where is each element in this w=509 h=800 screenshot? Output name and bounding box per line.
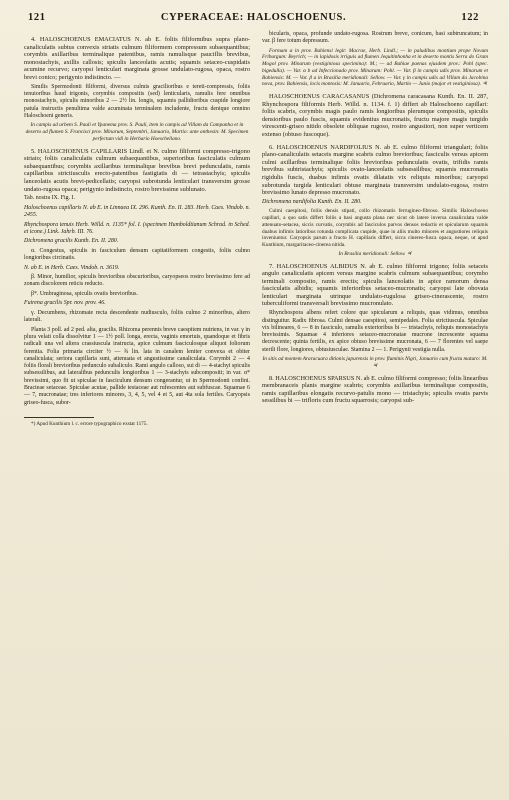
- left-page-number: 121: [28, 12, 46, 23]
- text-paragraph: Culmi caespitosi, foliis densis stipati, collo rhizomatis ferrugineo-fibroso. Similis Haloschoeno capillari, a quo satis differt foliis a basi angusta plana nec sicut ob latere inversa canaliculata valde attenuato-setacea, siccis curvatis, corymbis ad fasciculos parvos densos redactis et spicularum squamis duabus infimis latioribus rotunda complicata cuspide, quae in aliis multo minores et angustiores reliquis inveniuntur. Caryopsis parum a fructu H. capillaris differt, sicca cinereo-fusca opaca, neque, ut apud Kunthium, margaritaceo-cinerea nitida.: [262, 208, 488, 248]
- text-paragraph: Rhynchospora tenuis Herb. Willd. n. 1135* fol. I. (specimen Humboldtianum Schrad. in Sched. et icone.) Link. Jahrb. III. 76.: [24, 221, 250, 235]
- text-paragraph: Fuirena gracilis Spr. nov. prov. 46.: [24, 300, 106, 307]
- text-paragraph: Dichromena nardifolia Kunth. En. II. 280.: [262, 198, 362, 205]
- text-paragraph: Dichromena gracilis Kunth. En. II. 280.: [24, 238, 119, 245]
- text-paragraph: β. Minor, humilior, spiculis brevioribus obscurioribus, caryopseos rostro brevissimo fere ad zonam discolorem reticis reducto.: [24, 274, 250, 288]
- text-paragraph: In campis ad urbem S. Pauli et Ypanema prov. S. Pauli, item in campis ad Villam da Campanha et in deserto ad flumen S. Francisci prov. Minarum, Septembri, Januario, Martio: ante anthesin: M. Specimen perfectum vidi in Herbario Hoeschellano.: [25, 122, 249, 142]
- text-paragraph: N. ab E. in Herb. Caes. Vindob. n. 3619.: [24, 264, 120, 271]
- species-heading-paragraph: 7. HALOSCHOENUS ALBIDUS N. ab E. culmo filiformi trigono; foliis setaceis angulo canaliculatis apicem versus margine scabris culmum subaequantibus; corymbo terminali composito, ramis erectis; spiculis lanceolatis in apice ramorum densa fasciculatis albidis; squamis inferioribus setaceo-mucronatis; caryopsi late obovata lenticulari marginata utrinque undulato-rugulosa griseo-cinerascente, rostro tuberculiformi transversali brevissimo mucronulato.: [262, 262, 488, 308]
- species-heading-paragraph: 6. HALOSCHOENUS NARDIFOLIUS N. ab E. culmo filiformi triangulari; foliis plano-canaliculatis setaceis margine scabris culmo brevioribus; fasciculis versus apicem culmi axillaribus terminalique foliis brevioribus pedunculatis ovatis, trifidis ramis brevibus subtristachyis; spiculis ovato-lanceolatis subsessilibus; squamis mucronatis rigidulis fuscis, duabus infimis ovatis dilatatis vix reliquis minoribus; caryopsi subrotunda turgida lenticulari obtuse marginata transversim undulato-rugosa, rostro brevissimo lunato depresso mucronato.: [262, 143, 488, 197]
- footnote-rule: [24, 417, 94, 418]
- species-heading-paragraph: 4. HALOSCHOENUS EMACIATUS N. ab E. foliis filiformibus supra plano-canaliculatis subtus convexis striatis culmum filiformem compressum subaequantibus; corymbis axillaribus terminalique patentibus, ramis ramulisque pauciflis brevibus, monostachyis, axillis callosis; spiculis lanceolatis acutis; squamis setaceo-cuspidatis acumine recurvo; caryopsi lenticulari marginata grosse undulato-rugosa, opaca, rostro brevi conico; perigynio indistincto. —: [24, 36, 250, 81]
- text-paragraph: In sitis ad montem Araracuara ditionis japurensis in prov. fluminis Nigri, Januario cum fructu maturo: M. ♃: [262, 356, 488, 369]
- left-column: [24, 31, 250, 430]
- text-paragraph: In Brasilia meridionali: Sellow. ♃: [338, 250, 412, 257]
- text-paragraph: β*. Umbraginosa, spiculis ovatis brevioribus.: [31, 290, 138, 297]
- running-head: [28, 12, 479, 23]
- right-page-number: 122: [461, 12, 479, 23]
- species-heading-paragraph: 8. HALOSCHOENUS SPARSUS N. ab E. culmo filiformi compresso; foliis linearibus membranaceis planis margine scabris; corymbis axillaribus terminalique compositis, ramis capillaribus elongatis recurvo-patulis mono — tristachyis; spiculis ovatis parvis sessilibus bi — trifloris cum fructu squarrosis; caryopsi sub-: [262, 374, 488, 405]
- text-paragraph: Haloschoenus capillaris N. ab E. in Linnaea IX. 296. Kunth. En. II. 283. Herb. Caes. Vindob. n. 2455.: [24, 204, 251, 219]
- text-paragraph: bicularis, opaca, profunde undato-rugosa. Rostrum breve, conicum, basi subtruncatum; in var. β fere totum depressum.: [262, 31, 488, 45]
- text-paragraph: Planta 3 poll. ad 2 ped. alta, gracilis. Rhizoma perennis breve caespitem nutriens, in var. γ in plura velati colla dissolvitur 1 — 1½ poll. longa, erecta, vaginis emortuis, quandoque et fibris radicali una vel altera crassiuscula instructa, apice culmum fasciculosque aliquot foliorum ferentia. Folia primaria circiter ½ — ¾ lin. lata in canalem leniter convexa et obiter canaliculata; seriora capillaria sunt, attenuata et angustissime canaliculata. Corymbi 2 — 4 foliis florali brevioribus pedunculo subaliculo. Rami angulo calloso, sui di — 4-stachyi spiculis subsessilibus, aut lateralibus pedunculis longioribus 1 — 3-stachyis subcompositi; in var. α* brevissimi, quo fit ut spiculae in fasciculum densum congerantur, ut in Spermodonti confini. Bracteae setaceae. Spiculae acutae, pallide testaceae aut rufescentes aut subfuscae. Squamae 6 — 7, mucronatae; tres inferiores minores, 3, 4, 5, vel 4 et 5, aut 4ta sola fertiles. Caryopsis griseo-fusca, subor-: [24, 326, 250, 406]
- species-heading-paragraph: 5. HALOSCHOENUS CAPILLARIS Lindl. et N. culmo filiformi compresso-trigono striato; foliis canaliculatis culmum subaequantibus, superioribus fasciculatis culmum subaequantibus; corymbis axillaribus terminalique brevibus brevi pedunculatis, ramis capillaribus strictiusculis erecto-patentibus fastigiatis di — tetrastachyis; spiculis lanceolatis acutis brevi-pedicellatis; caryopsi subrotunda lenticulari transversim grosse undato-rugosa opaca; perigynio indistincto, rostro brevissime sublunato.: [24, 147, 250, 193]
- species-heading-paragraph: HALOSCHOENUS CARACASANUS (Dichromena caracasana Kunth. En. II. 287, Rhynchospora filiformis Herb. Willd. n. 1134. f. 1) differt ab Haloschoeno capillari: foliis scabris, corymbis magis paulo ramis longioribus plerumque compositis, spiculis densioribus paulo fuscis, squamis evidentius mucronatis, fructu majore magis turgido virescenti-griseo nitido obsolete obliquae rugoso, rostro angustiori, non super verticem extenso (obtuso fuscoque).: [262, 93, 488, 138]
- text-paragraph: Formam α in prov. Bahiensi legit: Macrae, Herb. Lindl.; — in paludibus montium prope Novum Friburgum: Beyrich; — in lapidosis irriguis ad flumen Jequitinhonha et in deserto montis Serra do Gram Mogol prov. Minarum (vestiginiosa specimina): M.; — ad Bahiae paenas ejusdem prov.: Pohl (spec. bigedulla). — Var. α b ad Infeccionado prov. Minarum: Pohl. — Var. β in campis udis prov. Minarum et Bahiensis: M. — Var. β a in Brasilia meridionali: Sellow. — Var. γ in campis udis ad Villam da Jacobina nova, prov. Bahiensis, locis montosis: M. Januario, Februario, Martio — Junio (major et vestiginiosa). ♃: [262, 47, 488, 88]
- running-title: CYPERACEAE: HALOSCHOENUS.: [160, 12, 347, 23]
- right-column: [262, 31, 488, 430]
- text-paragraph: Similis Spermodonti filiformi, diversus culmis gracilioribus e tereti-compressis, foliis tenuioribus haud trigonis, corymbis compositis (sed) lenticularis, ramulis fere omnibus monostachyis, spiculis minoribus 2 — 2½ lin. longis, squamis pallidioribus cuspide longiore patula instructis penultima valde acuminata terminalem includente, fructu denique omnino Haloschoeni generis.: [24, 83, 250, 119]
- text-paragraph: α. Congestus, spiculis in fasciculum densum capitatiformem congestis, foliis culmo longioribus circinatis.: [24, 247, 250, 262]
- text-paragraph: Rhynchospora albens refert colore que spicularum a reliquis, quas vidimus, omnibus distinguitur. Radix fibrosa. Culmi densae caespitosi, semipedales. Folia strictiuscula. Spiculae vix bilineares, 6 — 8 in fasciculo, ramulis exterioribus bi — tristachyis, reliquis monostachyis brevissimis. Squamae 4 inferiores setaceo-mucronatae mucrone increscente squama decrescente; quinta fertilis, ex apice obtuso brevissime mucronata, 6 — 7 florentes vel saepe sterili flore, longiores, obtusiusculae. Stamina 2 — 1. Perigynii vestigia nulla.: [262, 310, 488, 353]
- footnote: *) Apud Kunthium l. c. errore typographico exstat 1175.: [31, 420, 148, 427]
- text-paragraph: Tab. nostra IX. Fig. I.: [24, 195, 75, 202]
- text-columns: [24, 31, 489, 430]
- text-paragraph: γ. Decumbens, rhizomate recta descendente nudiusculo, foliis culmo 2 minoribus, altero laterali.: [24, 309, 250, 324]
